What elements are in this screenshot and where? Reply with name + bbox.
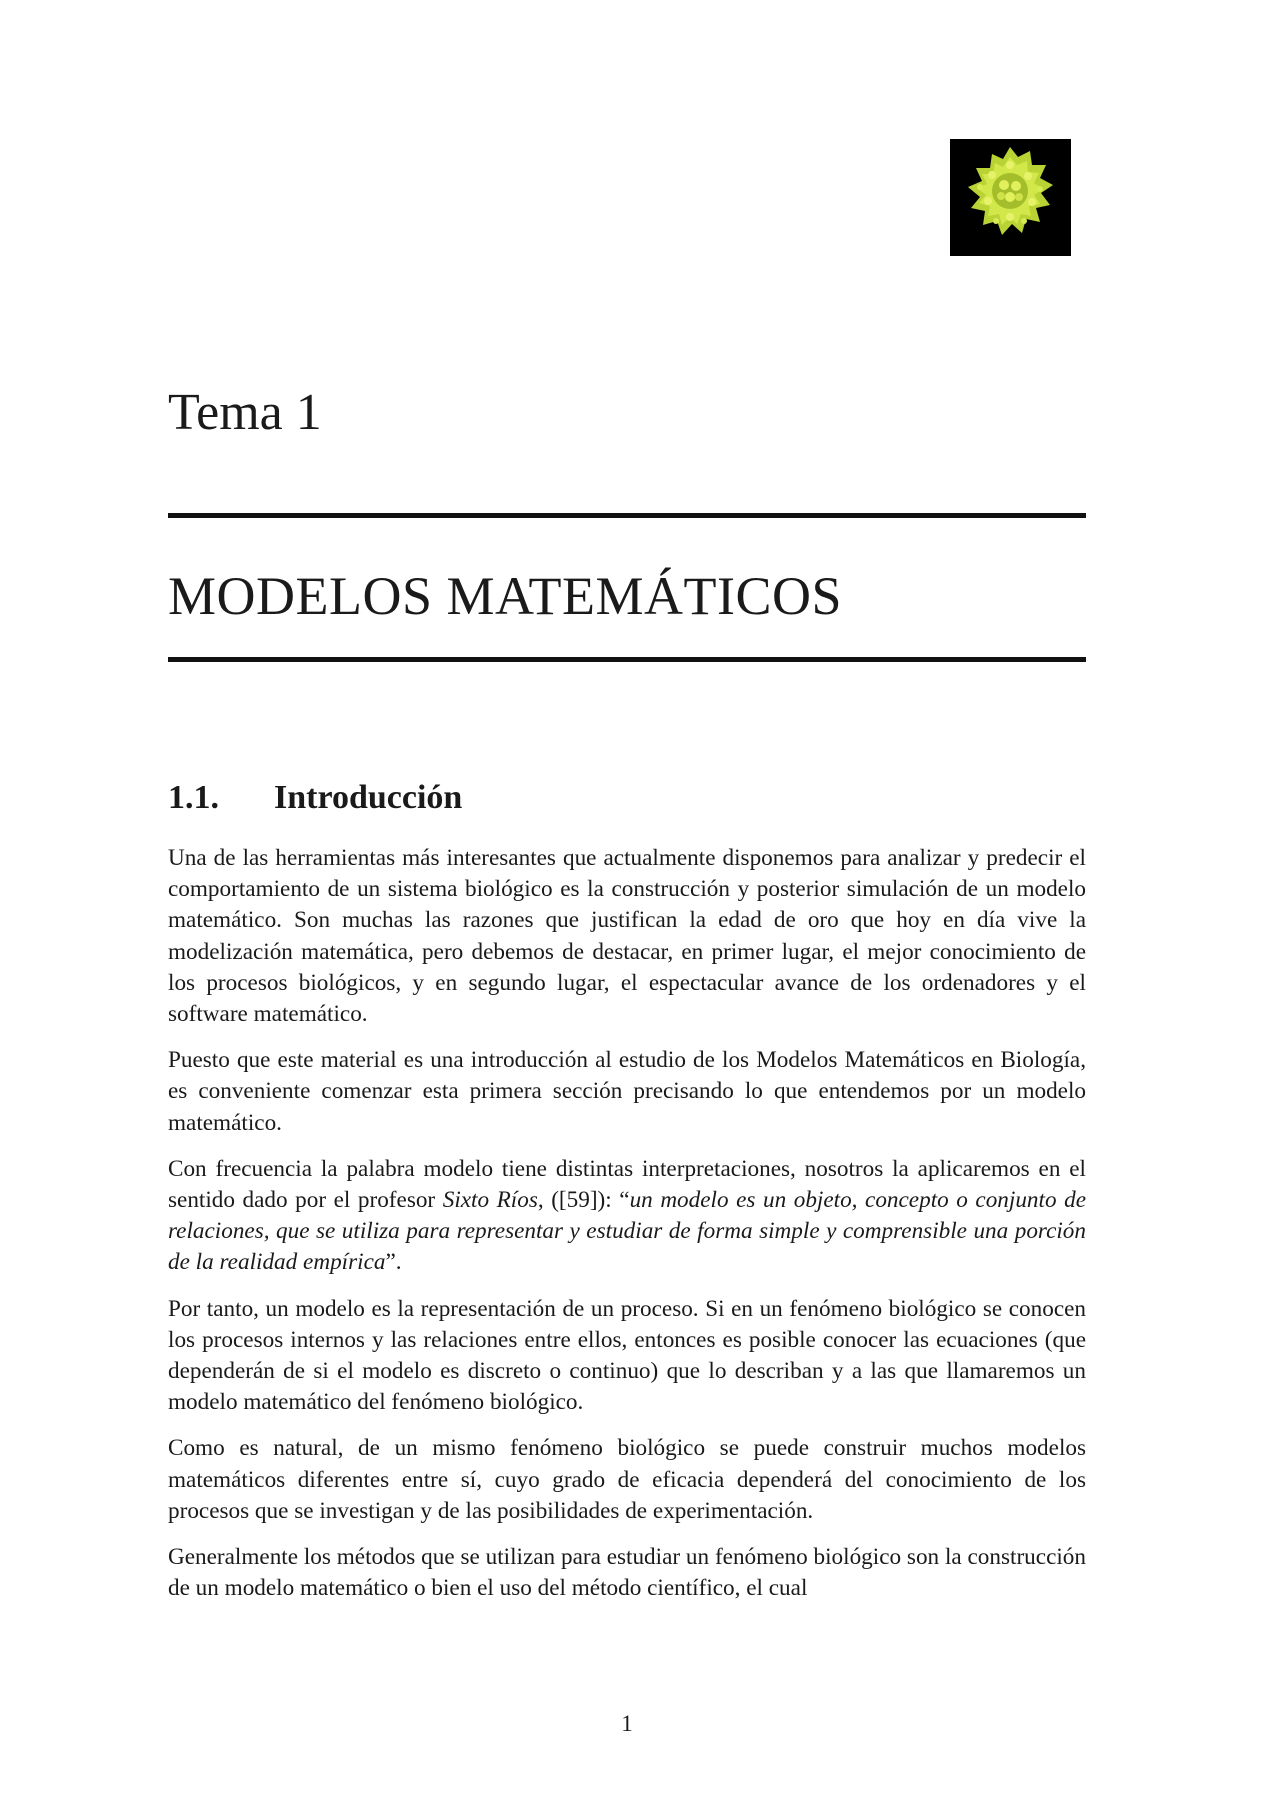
chapter-title: MODELOS MATEMÁTICOS: [168, 566, 843, 626]
romanesco-fractal-icon: [950, 139, 1071, 256]
quotation-close: ”.: [385, 1249, 402, 1276]
chapter-rule-bottom: [168, 657, 1086, 662]
section-number: 1.1.: [168, 779, 219, 816]
quotation: un modelo es un objeto, concepto o conjunto de relaciones, que se utiliza para representar y estudiar de forma simple y comprensible una porción de la realidad empírica: [168, 1187, 1086, 1276]
paragraph-text: Con frecuencia la palabra modelo tiene distintas interpretaciones, nosotros la aplicaremos en el sentido dado por el profesor: [168, 1155, 1086, 1214]
paragraph-with-quote: [168, 1154, 1086, 1279]
section-title: Introducción: [274, 779, 463, 816]
paragraph: Como es natural, de un mismo fenómeno biológico se puede construir muchos modelos matemáticos diferentes entre sí, cuyo grado de eficacia dependerá del conocimiento de los procesos que se investigan y de las posibilidades de experimentación.: [168, 1435, 1086, 1524]
author-name: Sixto Ríos: [442, 1187, 538, 1214]
body-text: [168, 843, 1086, 1619]
paragraph: Generalmente los métodos que se utilizan para estudiar un fenómeno biológico son la construcción de un modelo matemático o bien el uso del método científico, el cual: [168, 1544, 1086, 1602]
page-number: 1: [621, 1711, 633, 1736]
section-heading: [168, 776, 462, 820]
paragraph: Por tanto, un modelo es la representación de un proceso. Si en un fenómeno biológico se conocen los procesos internos y las relaciones entre ellos, entonces es posible conocer las ecuaciones (que dependerán de si el modelo es discreto o continuo) que lo describan y a las que llamaremos un modelo matemático del fenómeno biológico.: [168, 1295, 1086, 1416]
chapter-label: Tema 1: [168, 384, 322, 441]
citation-reference: , ([59]): “: [537, 1187, 630, 1214]
paragraph: Puesto que este material es una introducción al estudio de los Modelos Matemáticos en Biología, es conveniente comenzar esta primera sección precisando lo que entendemos por un modelo matemático.: [168, 1047, 1086, 1136]
chapter-rule-top: [168, 513, 1086, 518]
paragraph: Una de las herramientas más interesantes que actualmente disponemos para analizar y predecir el comportamiento de un sistema biológico es la construcción y posterior simulación de un modelo matemático. Son muchas las razones que justifican la edad de oro que hoy en día vive la modelización matemática, pero debemos de destacar, en primer lugar, el mejor conocimiento de los procesos biológicos, y en segundo lugar, el espectacular avance de los ordenadores y el software matemático.: [168, 845, 1086, 1028]
